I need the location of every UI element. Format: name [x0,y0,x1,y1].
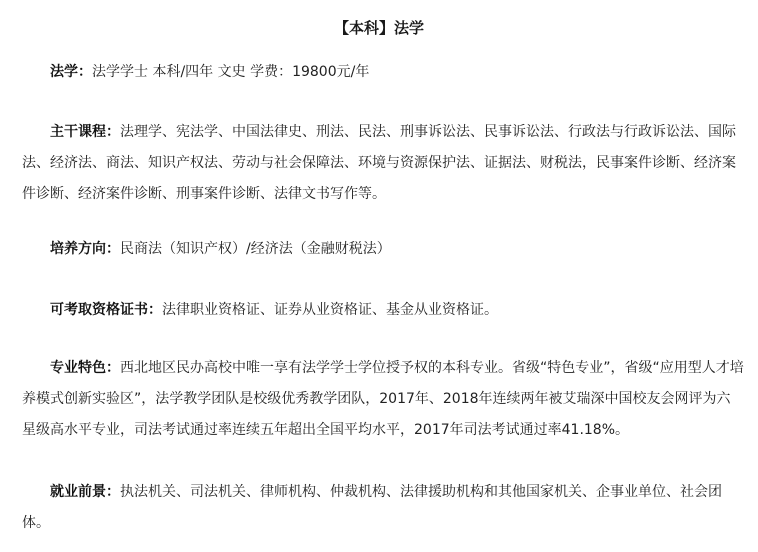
page-title: 【本科】法学 [333,19,424,37]
section-features [22,353,744,446]
section-label: 专业特色： [50,360,120,376]
section-training-direction [22,234,744,265]
section-text: 法律职业资格证、证券从业资格证、基金从业资格证。 [162,302,498,318]
section-label: 法学： [50,64,92,80]
section-employment [22,477,744,539]
section-text: 法学学士 本科/四年 文史 学费：19800元/年 [92,64,370,80]
section-degree-info [22,57,744,88]
section-text: 法理学、宪法学、中国法律史、刑法、民法、刑事诉讼法、民事诉讼法、行政法与行政诉讼法、国际法、经济法、商法、知识产权法、劳动与社会保障法、环境与资源保护法、证据法、财税法，民事案件诊断、经济案件诊断、经济案件诊断、刑事案件诊断、法律文书写作等。 [22,124,736,202]
section-label: 就业前景： [50,484,120,500]
section-label: 可考取资格证书： [50,302,162,318]
section-label: 主干课程： [50,124,120,140]
section-main-courses [22,117,744,210]
section-text: 西北地区民办高校中唯一享有法学学士学位授予权的本科专业。省级“特色专业”，省级“应用型人才培养模式创新实验区”，法学教学团队是校级优秀教学团队，2017年、2018年连续两年被艾瑞深中国校友会网评为六星级高水平专业，司法考试通过率连续五年超出全国平均水平，2017年司法考试通过率41.18%。 [22,360,744,438]
section-text: 执法机关、司法机关、律师机构、仲裁机构、法律援助机构和其他国家机关、企事业单位、社会团体。 [22,484,722,531]
section-text: 民商法（知识产权）/经济法（金融财税法） [120,241,391,257]
section-label: 培养方向： [50,241,120,257]
section-certificates [22,295,744,326]
